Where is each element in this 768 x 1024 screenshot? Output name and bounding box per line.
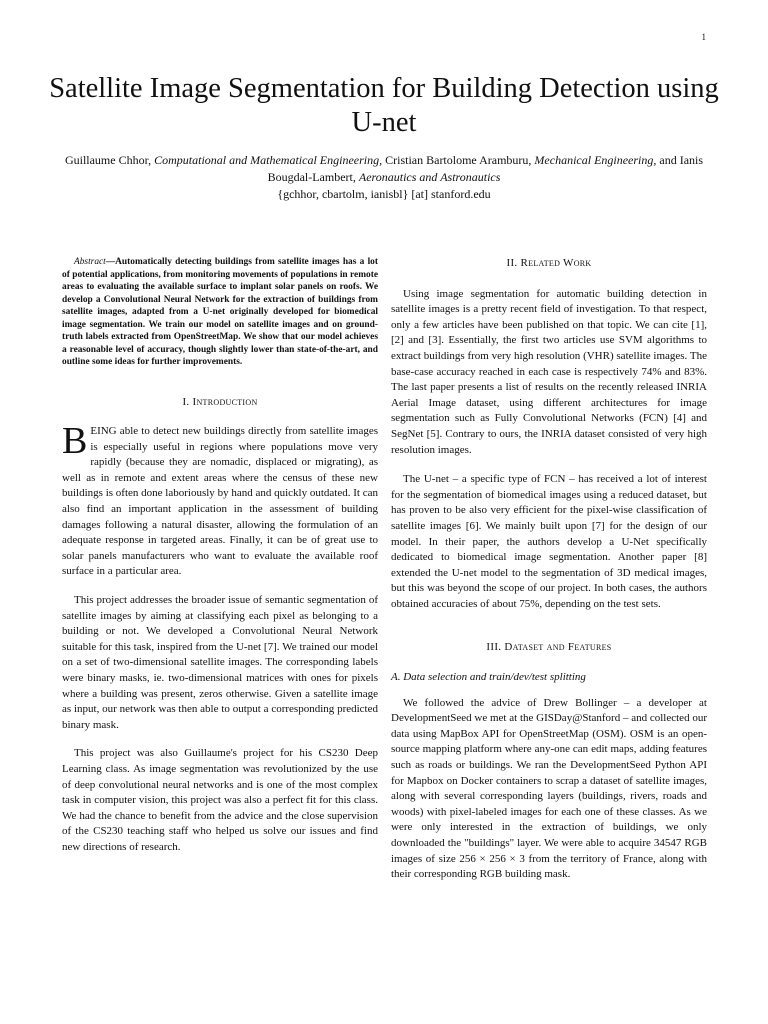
section-heading-related-work: II. Related Work [506, 257, 592, 269]
intro-paragraph: This project addresses the broader issue of semantic segmentation of satellite images by aiming at classifying each pixel as belonging to a building or not. We developed a Convolutional Neural Network suitable for this task, inspired from the U-net [7]. We trained our model on a set of two-dimensional satellite images. The corresponding labels were binary masks, ie. two-dimensional matrices with ones for pixels where a building was present, zeros otherwise. Given a satellite image as input, our network was then able to output a corresponding predicted binary mask. [62, 594, 378, 731]
section-heading-dataset: III. Dataset and Features [486, 641, 612, 654]
page-number: 1 [701, 32, 706, 42]
abstract-label: Abstract [74, 257, 106, 267]
related-work-paragraph: The U-net – a specific type of FCN – has received a lot of interest for the segmentation of biomedical images using a reduced dataset, but has proven to be also very efficient for the pixel-wise classification of satellite images [6]. We mainly built upon [7] for the design of our model. In their paper, the authors develop a U-Net specifically dedicated to biomedical image segmentation. Another paper [8] extended the U-net model to the segmentation of 3D medical images, but this was beyond the scope of our project. In both cases, the authors obtained accuracies of about 75%, depending on the test sets. [391, 473, 707, 610]
paper-title: Satellite Image Segmentation for Building Detection using U-net [49, 73, 719, 138]
dataset-paragraph: We followed the advice of Drew Bollinger – a developer at DevelopmentSeed we met at the GISDay@Stanford – and collected our data using MapBox API for OpenStreetMap (OSM). OSM is an open-source mapping platform where any-one can edit maps, adding features such as roads or buildings. We ran the DevelopmentSeed Python API for Mapbox on Docker containers to scrap a dataset of satellite images, along with several corresponding layers (buildings, rivers, roads and woods) with pixel-labeled images for each one of these classes. As we were only interested in the extraction of buildings, we only downloaded the "buildings" layer. We were able to acquire 34547 RGB images of size 256 × 256 × 3 from the territory of France, along with their corresponding RGB building mask. [391, 696, 707, 881]
intro-paragraph [62, 420, 378, 580]
abstract [62, 256, 378, 369]
drop-cap: B [62, 420, 88, 463]
left-column [62, 256, 378, 856]
subsection-heading: A. Data selection and train/dev/test splitting [391, 671, 586, 684]
author-affiliation: Mechanical Engineering, [534, 153, 657, 167]
author-affiliation: Aeronautics and Astronautics [358, 170, 501, 184]
author-name: and Ianis Bougdal-Lambert, [267, 153, 704, 184]
abstract-text: —Automatically detecting buildings from satellite images has a lot of potential applications, from monitoring movements of populations in remote areas to evaluating the available surface to implant solar panels on roofs. We develop a Convolutional Neural Network for the extraction of buildings from satellite images, adapted from a U-net originally developed for biomedical image segmentation. We train our model on satellite images and on ground-truth labels extracted from OpenStreetMap. We show that our model achieves a reasonable level of accuracy, though slightly lower than state-of-the-art, and outline some ideas for further improvements. [62, 257, 378, 367]
intro-paragraph-text: EING able to detect new buildings directly from satellite images is especially useful in regions where populations move very rapidly (because they are nomadic, displaced or migrating), as well as in remote and extent areas where the census of these new buildings is often done laboriously by hand and quickly outdated. It can also find an important application in the assessment of building damages following a natural disaster, allowing the formulation of an adequate response in targeted areas. Finally, it can be of great use to solar panels manufacturers who want to evaluate the available roof surface in a particular area. [62, 425, 378, 578]
author-name: Cristian Bartolome Aramburu, [382, 153, 535, 167]
author-name: Guillaume Chhor, [64, 153, 155, 167]
author-line [60, 152, 708, 186]
section-heading-introduction: I. Introduction [182, 395, 258, 408]
intro-paragraph: This project was also Guillaume's project for his CS230 Deep Learning class. As image segmentation was revolutionized by the use of deep convolutional neural networks and is one of the most complex task in computer vision, this project was also a perfect fit for this class. We had the chance to benefit from the advice and the close supervision of the CS230 teaching staff who helped us solve our issues and find new directions of research. [62, 747, 378, 853]
right-column [391, 256, 707, 883]
related-work-paragraph: Using image segmentation for automatic building detection in satellite images is a pretty recent field of investigation. To that respect, only a few articles have been published on that topic. We can cite [1], [2] and [3]. Essentially, the first two articles use SVM algorithms to extract buildings from very high resolution (VHR) satellite images. The base-case accuracy reached in each case is respectively 74% and 83%. The last paper presents a list of results on the recently released INRIA Aerial Image dataset, using different architectures for image segmentation such as Fully Convolutional Networks (FCN) [4] and SegNet [5]. Contrary to ours, the INRIA dataset consisted of very high resolution images. [391, 287, 707, 456]
author-block [60, 152, 708, 203]
author-affiliation: Computational and Mathematical Engineering, [154, 153, 383, 167]
author-email: {gchhor, cbartolm, ianisbl} [at] stanford.edu [277, 187, 491, 201]
